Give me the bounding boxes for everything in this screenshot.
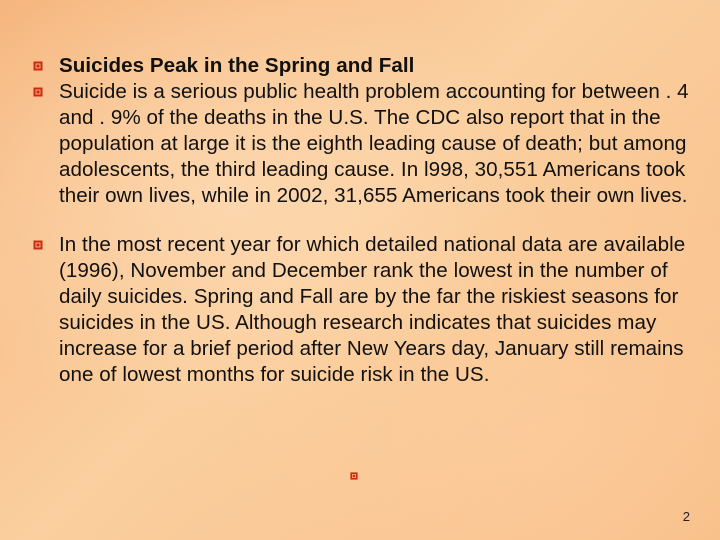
bullet-heading-text: Suicides Peak in the Spring and Fall xyxy=(59,54,415,77)
bullet-item-public-health xyxy=(31,79,703,209)
square-bullet-icon xyxy=(31,232,45,258)
page-number: 2 xyxy=(682,509,690,524)
square-bullet-icon xyxy=(31,79,45,105)
bullet-public-health-text: Suicide is a serious public health problem accounting for between . 4 and . 9% of the deaths in the U.S. The CDC also report that in the population at large it is the eighth leading cause of death; but among adolescents, the third leading cause. In l998, 30,551 Americans took their own lives, while in 2002, 31,655 Americans took their own lives. xyxy=(59,80,689,207)
bullet-item-heading xyxy=(31,53,703,79)
bullet-seasonal-data-text: In the most recent year for which detailed national data are available (1996), November and December rank the lowest in the number of daily suicides. Spring and Fall are by the far the riskiest seasons for suicides in the US. Although research indicates that suicides may increase for a brief period after New Years day, January still remains one of lowest months for suicide risk in the US. xyxy=(59,233,686,386)
bullet-list xyxy=(31,53,703,388)
bullet-item-seasonal-data xyxy=(31,232,703,388)
square-bullet-icon xyxy=(31,53,45,79)
empty-bullet-icon xyxy=(347,466,361,486)
